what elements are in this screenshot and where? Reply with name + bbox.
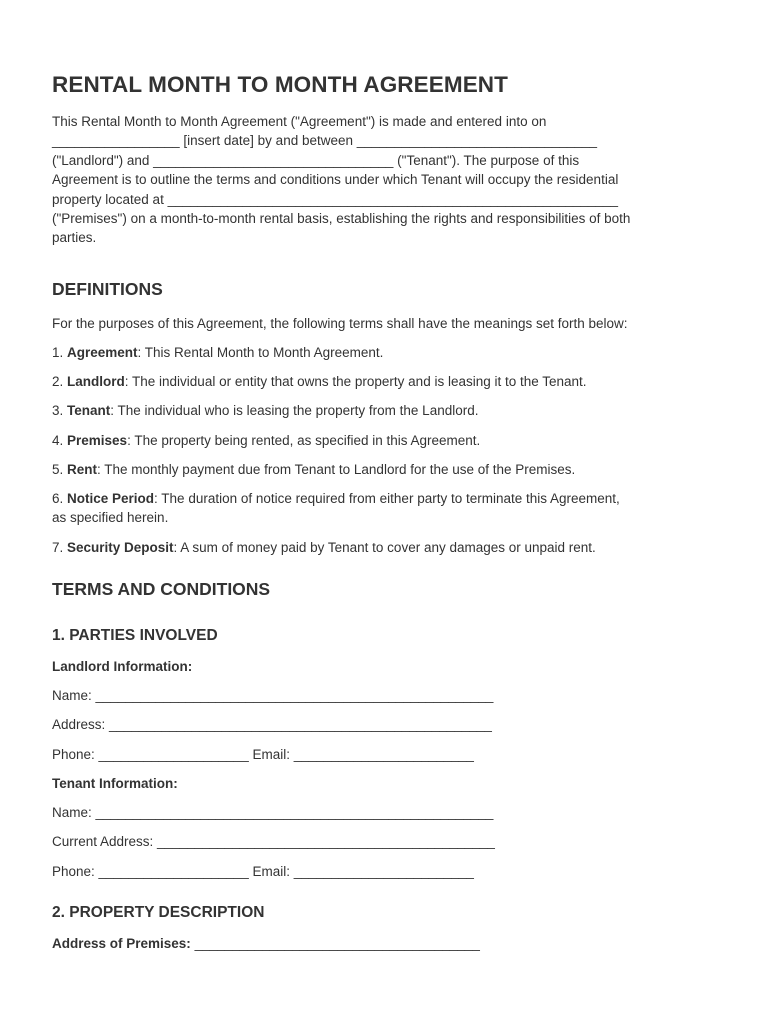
intro-line: This Rental Month to Month Agreement ("Agreement") is made and entered into on: [52, 114, 547, 129]
definition-term: Landlord: [67, 374, 125, 390]
definitions-lead: For the purposes of this Agreement, the following terms shall have the meanings set forth below:: [52, 315, 628, 331]
definition-term: Premises: [67, 432, 128, 448]
premises-address-field[interactable]: [52, 934, 722, 953]
terms-heading: TERMS AND CONDITIONS: [52, 579, 271, 600]
definition-term: Agreement: [67, 345, 138, 361]
definition-term: Tenant: [67, 403, 111, 419]
document-title: RENTAL MONTH TO MONTH AGREEMENT: [52, 72, 509, 97]
landlord-phone-email-field[interactable]: Phone: ____________________ Email: ________________________: [52, 746, 474, 762]
definition-item: 5. Rent: The monthly payment due from Tenant to Landlord for the use of the Premises.: [52, 461, 576, 477]
document-page: [52, 70, 722, 953]
intro-paragraph: [52, 112, 722, 248]
tenant-phone-email-field[interactable]: Phone: ____________________ Email: ________________________: [52, 863, 474, 879]
definition-item: 6. Notice Period: The duration of notice required from either party to terminate this Agreement, as specified herein.: [52, 491, 620, 526]
landlord-address-field[interactable]: Address: ___________________________________________________: [52, 717, 492, 733]
intro-line: _________________ [insert date] by and between ________________________________: [52, 133, 598, 149]
definition-item: 4. Premises: The property being rented, as specified in this Agreement.: [52, 432, 481, 448]
definition-item: 2. Landlord: The individual or entity that owns the property and is leasing it to the Tenant.: [52, 374, 587, 390]
intro-line: ("Landlord") and ________________________________ ("Tenant"). The purpose of this: [52, 152, 580, 168]
definitions-heading: DEFINITIONS: [52, 278, 163, 299]
definition-item: 1. Agreement: This Rental Month to Month Agreement.: [52, 345, 384, 361]
definition-term: Security Deposit: [67, 539, 174, 555]
parties-heading: 1. PARTIES INVOLVED: [52, 627, 218, 645]
premises-address-label: Address of Premises:: [52, 935, 191, 951]
definitions-list: [52, 343, 722, 557]
intro-line: Agreement is to outline the terms and conditions under which Tenant will occupy the residential: [52, 172, 619, 188]
definition-term: Rent: [67, 461, 98, 477]
definition-item: 3. Tenant: The individual who is leasing the property from the Landlord.: [52, 403, 479, 419]
intro-line: parties.: [52, 230, 97, 246]
landlord-name-field[interactable]: Name: _____________________________________________________: [52, 688, 494, 704]
intro-line: property located at ____________________________________________________________: [52, 191, 619, 207]
definition-term: Notice Period: [67, 491, 155, 507]
tenant-address-field[interactable]: Current Address: _____________________________________________: [52, 834, 495, 850]
tenant-info-label: Tenant Information:: [52, 775, 178, 791]
landlord-info-label: Landlord Information:: [52, 659, 193, 675]
tenant-name-field[interactable]: Name: _____________________________________________________: [52, 805, 494, 821]
intro-line: ("Premises") on a month-to-month rental basis, establishing the rights and responsibilities of both: [52, 211, 631, 227]
premises-address-blank: ______________________________________: [190, 935, 480, 951]
property-heading: 2. PROPERTY DESCRIPTION: [52, 903, 265, 921]
definition-item: 7. Security Deposit: A sum of money paid by Tenant to cover any damages or unpaid rent.: [52, 539, 596, 555]
